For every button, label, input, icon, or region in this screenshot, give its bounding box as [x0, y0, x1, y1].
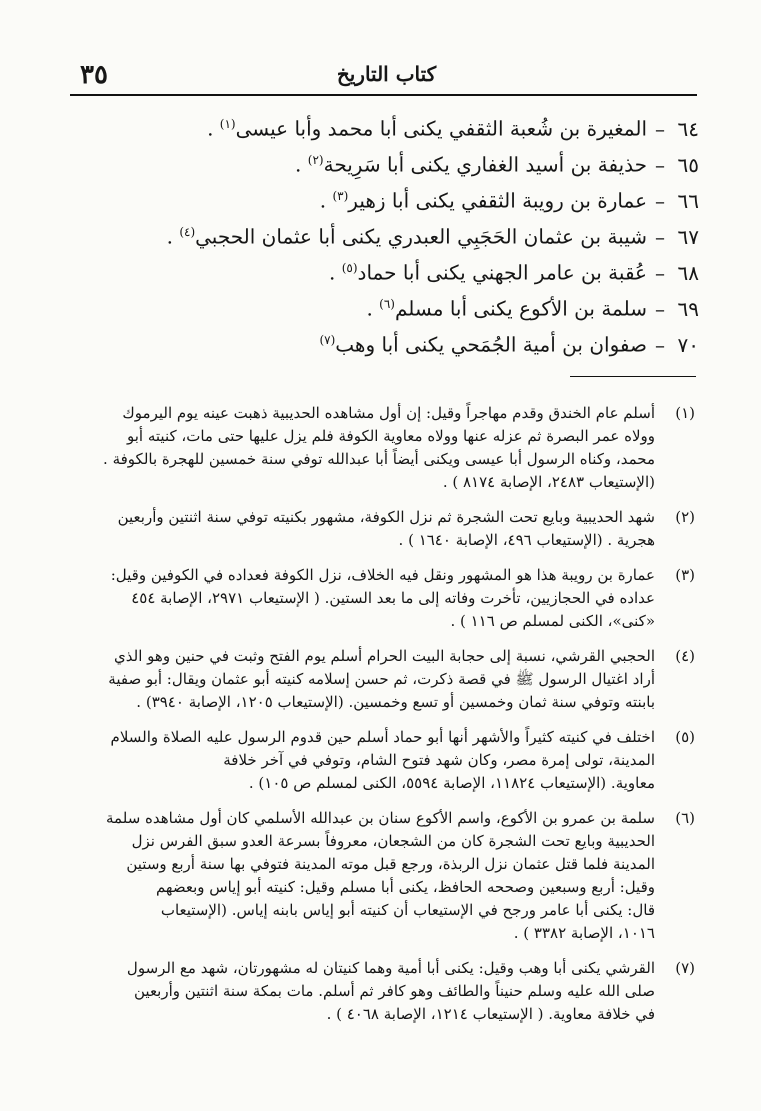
- footnote-line: عداده في الحجازيين، تأخرت وفاته إلى ما بعد الستين. ( الإستيعاب ٢٩٧١، الإصابة ٤٥٤: [131, 589, 655, 607]
- footnote: [59, 645, 695, 714]
- footnote: [59, 506, 695, 552]
- footnote: [59, 726, 695, 795]
- entry-text: شيبة بن عثمان الحَجَبِي العبدري يكنى أبا عثمان الحجبي: [195, 224, 647, 249]
- entry-line: [99, 142, 699, 178]
- page-header: [78, 58, 695, 88]
- footnote-line: (الإستيعاب ٢٤٨٣، الإصابة ٨١٧٤ ) .: [442, 473, 655, 491]
- footnote-line: هجرية . (الإستيعاب ٤٩٦، الإصابة ١٦٤٠ ) .: [398, 531, 655, 549]
- footnote-line: بابنته وتوفي سنة ثمان وخمسين أو تسع وخمسين. (الإستيعاب ١٢٠٥، الإصابة ٣٩٤٠) .: [136, 693, 655, 711]
- entry-text: صفوان بن أمية الجُمَحي يكنى أبا وهب: [335, 332, 647, 357]
- entry-dash: –: [655, 296, 665, 321]
- footnote-marker: (٥): [341, 261, 358, 275]
- footnote: [59, 807, 695, 945]
- footnote-line: الحديبية وبايع تحت الشجرة كان من الشجعان، معروفاً بسرعة العدو سبق الفرس نزل: [131, 832, 655, 850]
- footnote-line: «كنى»، الكنى لمسلم ص ١١٦ ) .: [450, 612, 655, 630]
- footnotes-section: [59, 402, 695, 1038]
- entry-dash: –: [655, 260, 665, 285]
- footnote-marker: (٣): [332, 189, 349, 203]
- footnote-line: عمارة بن رويبة هذا هو المشهور ونقل فيه الخلاف، نزل الكوفة فعداده في الكوفين وقيل:: [110, 566, 655, 584]
- footnote-line: وولاه عمر البصرة ثم عزله عنها وولاه معاوية الكوفة فلم يزل عليها حتى مات، كنيته أبو: [127, 427, 655, 445]
- entry-number: ٦٧: [677, 224, 699, 249]
- page-number: ٣٥: [80, 60, 108, 90]
- footnote-line: المدينة، تولى إمرة مصر، وكان شهد فتوح الشام، وتوفي في آخر خلافة: [223, 751, 655, 769]
- footnote-number: (٤): [675, 647, 695, 665]
- footnote-line: المدينة فلما قتل عثمان نزل الربذة، ورجع قبل موته المدينة فتوفي بها سنة أربع وستين: [126, 855, 655, 873]
- footnote-number: (٥): [675, 728, 695, 746]
- footnote-line: سلمة بن عمرو بن الأكوع، واسم الأكوع سنان بن عبدالله الأسلمي كان أول مشاهده سلمة: [106, 809, 655, 827]
- footnote-line: ١٠١٦، الإصابة ٣٣٨٢ ) .: [513, 924, 655, 942]
- footnote: [59, 957, 695, 1026]
- entry-number: ٧٠: [677, 332, 699, 357]
- entry-line: [99, 178, 699, 214]
- footnote-number: (٧): [675, 959, 695, 977]
- header-rule: [70, 94, 697, 96]
- footnote-number: (٢): [675, 508, 695, 526]
- footnote-line: معاوية. (الإستيعاب ١١٨٢٤، الإصابة ٥٥٩٤، الكنى لمسلم ص ١٠٥) .: [248, 774, 655, 792]
- footnote-line: وقيل: أربع وسبعين وصححه الحافظ، يكنى أبا مسلم وقيل: كنيته أبو إياس وبعضهم: [155, 878, 655, 896]
- entry-line: [99, 286, 699, 322]
- entry-dash: –: [655, 188, 665, 213]
- entry-end: .: [207, 116, 214, 141]
- entry-text: حذيفة بن أسيد الغفاري يكنى أبا سَرِيحة: [323, 152, 647, 177]
- footnote-line: اختلف في كنيته كثيراً والأشهر أنها أبو حماد أسلم حين قدوم الرسول عليه الصلاة والسلام: [110, 728, 655, 746]
- footnote-marker: (٢): [307, 153, 324, 167]
- footnote-line: قال: يكنى أبا عامر ورجح في الإستيعاب أن كنيته أبو إياس بابنه إياس. (الإستيعاب: [160, 901, 655, 919]
- entry-text: عمارة بن رويبة الثقفي يكنى أبا زهير: [348, 188, 647, 213]
- entry-line: [99, 322, 699, 358]
- entry-number: ٦٥: [677, 152, 699, 177]
- footnote-marker: (٧): [319, 333, 336, 347]
- footnote-line: أسلم عام الخندق وقدم مهاجراً وقيل: إن أول مشاهده الحديبية ذهبت عينه يوم اليرموك: [122, 404, 655, 422]
- footnote-line: صلى الله عليه وسلم حنيناً والطائف وهو كافر ثم أسلم. مات بمكة سنة اثنتين وأربعين: [134, 982, 655, 1000]
- footnote: [59, 564, 695, 633]
- entry-list: [99, 106, 699, 358]
- entry-number: ٦٩: [677, 296, 699, 321]
- footnote-separator: [570, 376, 696, 377]
- footnote-line: محمد، وكناه الرسول أبا عيسى ويكنى أيضاً أبا عبدالله توفي سنة خمسين للهجرة بالكوفة .: [103, 450, 655, 468]
- footnote-line: في خلافة معاوية. ( الإستيعاب ١٢١٤، الإصابة ٤٠٦٨ ) .: [326, 1005, 655, 1023]
- running-title: كتاب التاريخ: [336, 62, 437, 86]
- footnote-marker: (١): [219, 117, 236, 131]
- entry-line: [99, 214, 699, 250]
- entry-end: .: [295, 152, 302, 177]
- entry-line: [99, 106, 699, 142]
- footnote-line: أراد اغتيال الرسول ﷺ في قصة ذكرت، ثم حسن إسلامه كنيته أبو عثمان ويقال: أبو صفية: [108, 670, 655, 688]
- entry-number: ٦٨: [677, 260, 699, 285]
- entry-text: عُقبة بن عامر الجهني يكنى أبا حماد: [357, 260, 647, 285]
- footnote-number: (٦): [675, 809, 695, 827]
- footnote-marker: (٤): [179, 225, 196, 239]
- entry-dash: –: [655, 224, 665, 249]
- entry-line: [99, 250, 699, 286]
- entry-text: المغيرة بن شُعبة الثقفي يكنى أبا محمد وأبا عيسى: [235, 116, 647, 141]
- footnote: [59, 402, 695, 494]
- entry-dash: –: [655, 332, 665, 357]
- footnote-line: الحجبي القرشي، نسبة إلى حجابة البيت الحرام أسلم يوم الفتح وثبت في حنين وهو الذي: [114, 647, 655, 665]
- footnote-number: (٣): [675, 566, 695, 584]
- footnote-marker: (٦): [379, 297, 395, 311]
- entry-end: .: [328, 260, 336, 285]
- footnote-line: شهد الحديبية وبايع تحت الشجرة ثم نزل الكوفة، مشهور بكنيته توفي سنة اثنتين وأربعين: [117, 508, 655, 526]
- footnote-number: (١): [675, 404, 695, 422]
- entry-number: ٦٤: [677, 116, 699, 141]
- entry-text: سلمة بن الأكوع يكنى أبا مسلم: [394, 296, 647, 321]
- entry-dash: –: [655, 152, 665, 177]
- entry-end: .: [166, 224, 173, 249]
- entry-end: .: [366, 296, 373, 321]
- entry-dash: –: [655, 116, 665, 141]
- entry-end: .: [319, 188, 327, 213]
- entry-number: ٦٦: [677, 188, 699, 213]
- footnote-line: القرشي يكنى أبا وهب وقيل: يكنى أبا أمية وهما كنيتان له مشهورتان، شهد مع الرسول: [126, 959, 655, 977]
